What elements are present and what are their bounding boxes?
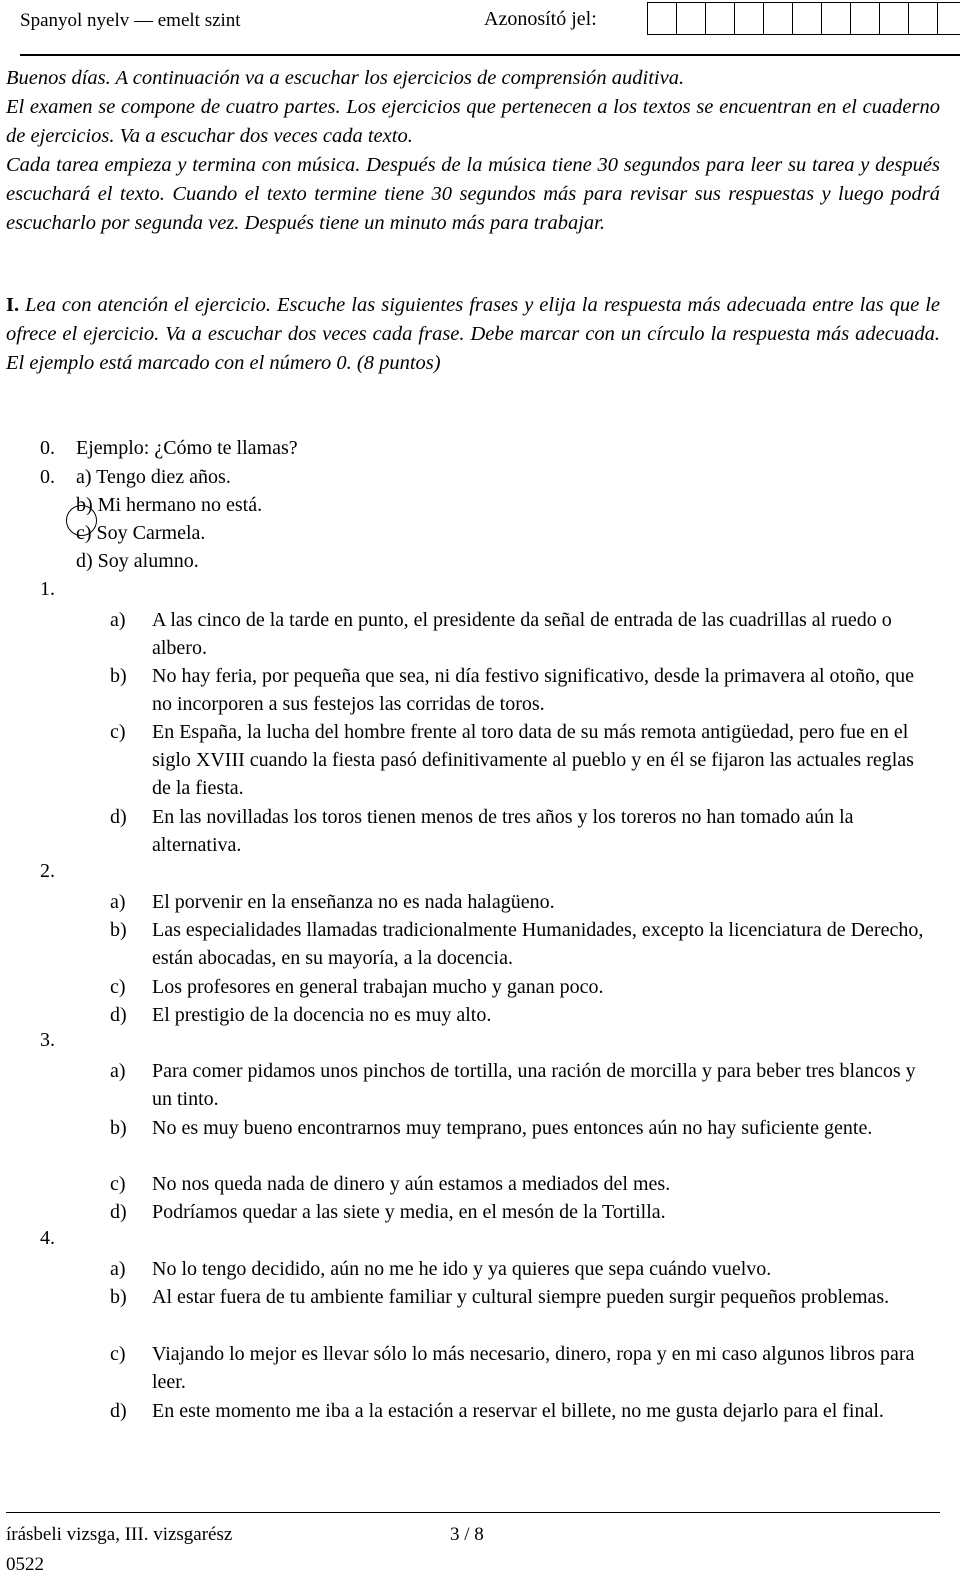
page-number: 3 / 8 — [450, 1524, 484, 1545]
option-letter: c) — [110, 976, 126, 998]
answer-circle-mark — [66, 505, 97, 536]
example-option: d) Soy alumno. — [76, 550, 199, 572]
option-letter: c) — [110, 1173, 126, 1195]
answer-option[interactable] — [110, 916, 932, 972]
option-text: Al estar fuera de tu ambiente familiar y cultural siempre pueden surgir pequeños problemas. — [152, 1286, 890, 1308]
option-letter: d) — [110, 1201, 127, 1223]
option-letter: b) — [110, 919, 127, 941]
option-letter: b) — [110, 665, 127, 687]
example-option: b) Mi hermano no está. — [76, 494, 263, 516]
option-letter: c) — [110, 1343, 126, 1365]
id-label: Azonosító jel: — [484, 8, 597, 30]
option-text: El porvenir en la enseñanza no es nada halagüeno. — [152, 891, 555, 913]
answer-option[interactable] — [110, 1057, 932, 1113]
id-box[interactable] — [734, 2, 763, 35]
question-number: 1. — [40, 578, 55, 600]
option-text: No es muy bueno encontrarnos muy temprano, pues entonces aún no hay suficiente gente. — [152, 1117, 873, 1139]
option-letter: d) — [110, 806, 127, 828]
footer-exam-part: írásbeli vizsga, III. vizsgarész — [6, 1524, 233, 1545]
intro-line-2: El examen se compone de cuatro partes. Los ejercicios que pertenecen a los textos se encuentran en el cuaderno de ejercicios. Va a escuchar dos veces cada texto. — [6, 96, 940, 147]
document-code: 0522 — [6, 1554, 44, 1575]
answer-option[interactable] — [110, 662, 932, 718]
option-text: Para comer pidamos unos pinchos de tortilla, una ración de morcilla y para beber tres blancos y un tinto. — [152, 1060, 916, 1110]
option-letter: a) — [110, 1258, 126, 1280]
id-box[interactable] — [676, 2, 705, 35]
id-boxes — [647, 2, 960, 35]
option-letter: c) — [110, 721, 126, 743]
example-number: 0. — [40, 437, 55, 459]
option-text: En las novilladas los toros tienen menos de tres años y los toreros no han tomado aún la alternativa. — [152, 806, 854, 856]
id-box[interactable] — [792, 2, 821, 35]
footer-rule — [6, 1512, 940, 1513]
page-header — [20, 0, 960, 58]
intro-line-3: Cada tarea empieza y termina con música. Después de la música tiene 30 segundos para leer su tarea y después escuchará el texto. Cuando el texto termine tiene 30 segundos más para revisar sus respuestas y luego podrá escucharlo por segunda vez. Después tiene un minuto más para trabajar. — [6, 154, 940, 234]
option-letter: a) — [110, 891, 126, 913]
answer-option[interactable] — [110, 1255, 932, 1283]
task-instructions — [6, 291, 940, 378]
task-number: I. — [6, 294, 20, 316]
answer-option[interactable] — [110, 1283, 932, 1311]
option-letter: a) — [110, 609, 126, 631]
answer-option[interactable] — [110, 718, 932, 802]
option-letter: b) — [110, 1286, 127, 1308]
option-letter: b) — [110, 1117, 127, 1139]
option-text: Viajando lo mejor es llevar sólo lo más necesario, dinero, ropa y en mi caso algunos libros para leer. — [152, 1343, 915, 1393]
example-question: Ejemplo: ¿Cómo te llamas? — [76, 437, 298, 459]
option-text: Las especialidades llamadas tradicionalmente Humanidades, excepto la licenciatura de Derecho, están abocadas, en su mayoría, a la docencia. — [152, 919, 924, 969]
answer-option[interactable] — [110, 973, 932, 1001]
answer-option[interactable] — [110, 1170, 932, 1198]
option-text: Los profesores en general trabajan mucho y ganan poco. — [152, 976, 604, 998]
option-text: A las cinco de la tarde en punto, el presidente da señal de entrada de las cuadrillas al ruedo o albero. — [152, 609, 892, 659]
id-box[interactable] — [647, 2, 676, 35]
option-letter: d) — [110, 1400, 127, 1422]
answer-option[interactable] — [110, 1340, 932, 1396]
answer-option[interactable] — [110, 803, 932, 859]
answer-option[interactable] — [110, 1397, 932, 1425]
question-number: 3. — [40, 1029, 55, 1051]
intro-instructions — [6, 64, 940, 238]
option-letter: d) — [110, 1004, 127, 1026]
option-text: En este momento me iba a la estación a reservar el billete, no me gusta dejarlo para el final. — [152, 1400, 884, 1422]
id-box[interactable] — [937, 2, 960, 35]
option-text: No hay feria, por pequeña que sea, ni día festivo significativo, desde la primavera al otoño, que no incorporen a sus festejos las corridas de toros. — [152, 665, 914, 715]
intro-line-1: Buenos días. A continuación va a escuchar los ejercicios de comprensión auditiva. — [6, 67, 685, 89]
id-box[interactable] — [879, 2, 908, 35]
option-text: En España, la lucha del hombre frente al toro data de su más remota antigüedad, pero fue en el siglo XVIII cuando la fiesta pasó definitivamente al pueblo y en él se fijaron las actuales reglas de la fiesta. — [152, 721, 914, 799]
option-text: Podríamos quedar a las siete y media, en el mesón de la Tortilla. — [152, 1201, 666, 1223]
answer-option[interactable] — [110, 1198, 932, 1226]
answer-option[interactable] — [110, 606, 932, 662]
id-box[interactable] — [821, 2, 850, 35]
id-box[interactable] — [763, 2, 792, 35]
option-letter: a) — [110, 1060, 126, 1082]
example-number: 0. — [40, 466, 55, 488]
option-text: El prestigio de la docencia no es muy alto. — [152, 1004, 492, 1026]
question-number: 2. — [40, 860, 55, 882]
answer-option[interactable] — [110, 888, 932, 916]
answer-option[interactable] — [110, 1001, 932, 1029]
option-text: No nos queda nada de dinero y aún estamos a mediados del mes. — [152, 1173, 671, 1195]
id-box[interactable] — [850, 2, 879, 35]
id-box[interactable] — [705, 2, 734, 35]
example-option: a) Tengo diez años. — [76, 466, 231, 488]
example-option: c) Soy Carmela. — [76, 522, 206, 544]
question-number: 4. — [40, 1227, 55, 1249]
id-box[interactable] — [908, 2, 937, 35]
option-text: No lo tengo decidido, aún no me he ido y ya quieres que sepa cuándo vuelvo. — [152, 1258, 772, 1280]
header-rule — [20, 54, 960, 56]
answer-option[interactable] — [110, 1114, 932, 1142]
task-text: Lea con atención el ejercicio. Escuche las siguientes frases y elija la respuesta más adecuada entre las que le ofrece el ejercicio. Va a escuchar dos veces cada frase. Debe marcar con un círculo la respuesta más adecuada. El ejemplo está marcado con el número 0. (8 puntos) — [6, 294, 940, 374]
header-subject: Spanyol nyelv — emelt szint — [20, 10, 241, 31]
